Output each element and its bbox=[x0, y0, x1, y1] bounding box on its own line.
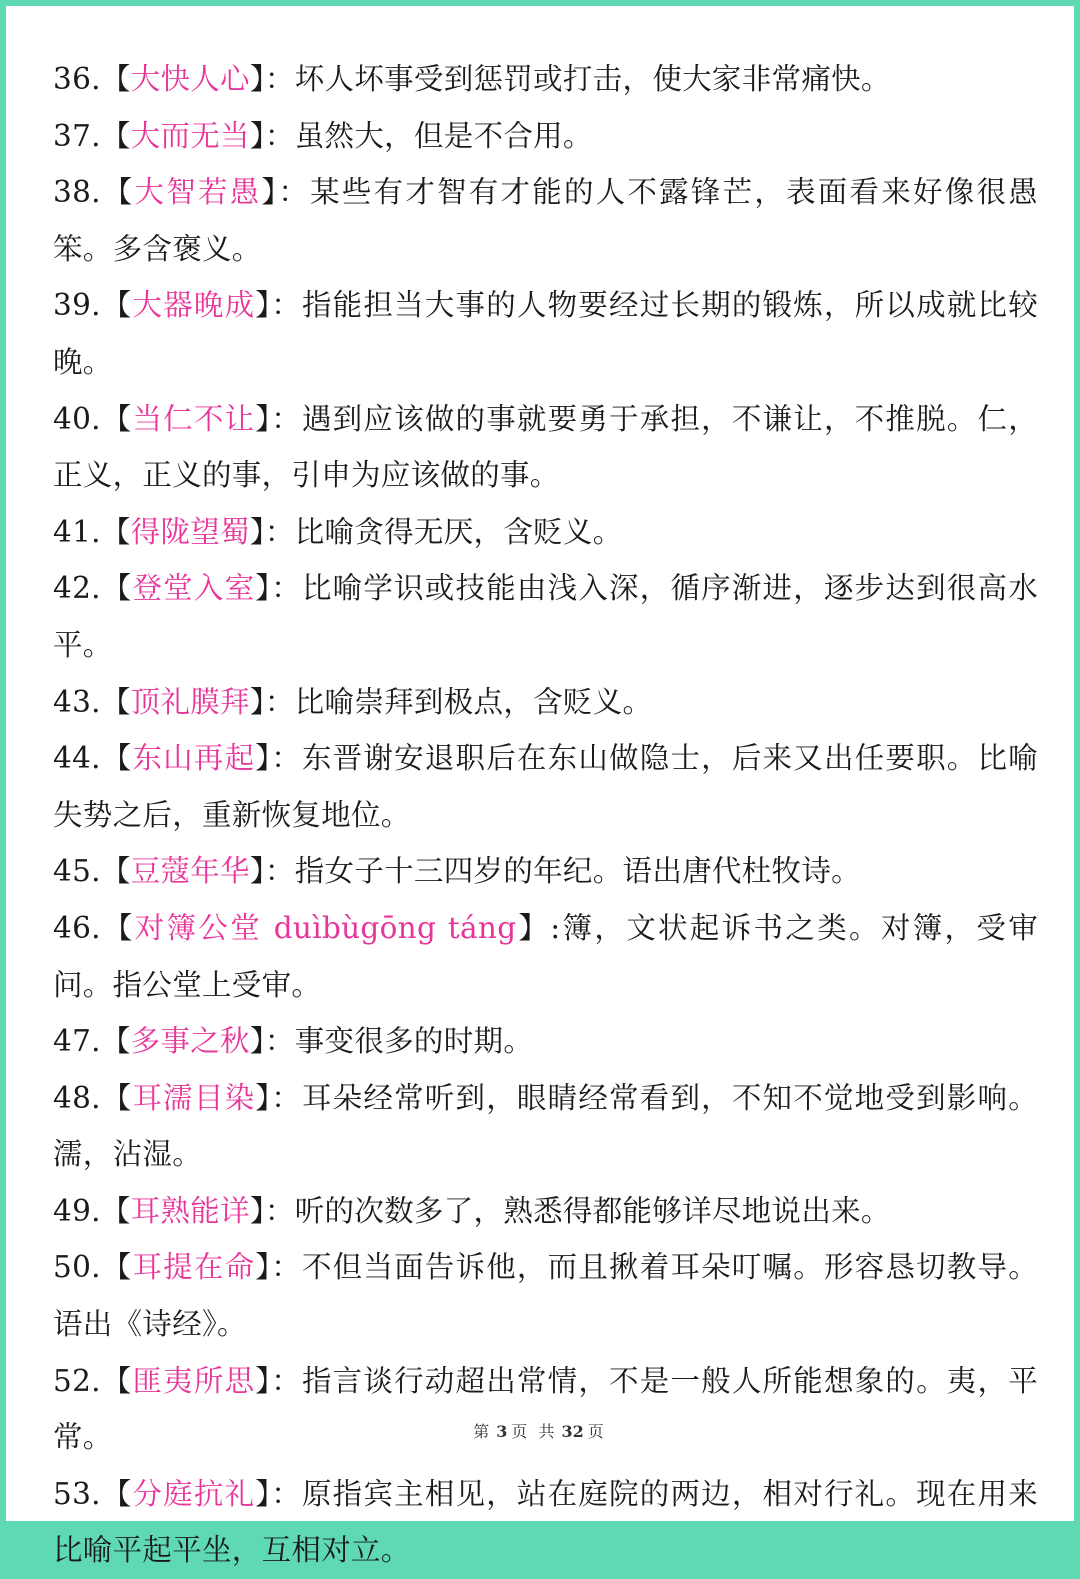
idiom-term: 匪夷所思 bbox=[132, 1363, 256, 1398]
footer-prefix: 第 bbox=[473, 1422, 493, 1441]
open-bracket: 【 bbox=[100, 1024, 131, 1059]
idiom-definition: 坏人坏事受到惩罚或打击，使大家非常痛快。 bbox=[294, 62, 891, 96]
separator: ： bbox=[271, 401, 302, 436]
separator: ： bbox=[278, 175, 311, 210]
separator: ： bbox=[271, 571, 302, 606]
close-bracket: 】 bbox=[249, 854, 265, 889]
close-bracket: 】 bbox=[255, 1250, 272, 1285]
idiom-entry bbox=[53, 674, 1038, 731]
idiom-term: 顶礼膜拜 bbox=[130, 684, 250, 719]
idiom-term: 大器晚成 bbox=[132, 288, 256, 323]
separator: ： bbox=[271, 1476, 302, 1511]
total-pages-number: 32 bbox=[561, 1422, 584, 1441]
entry-number: 46. bbox=[53, 910, 101, 945]
separator: ： bbox=[271, 1080, 302, 1115]
document-page bbox=[6, 6, 1074, 1568]
separator: ： bbox=[264, 118, 295, 153]
idiom-definition: 簿，文状起诉书之类。对簿，受审问。指公堂上受审。 bbox=[53, 910, 1038, 1002]
idiom-entry bbox=[53, 1013, 1038, 1070]
separator: ： bbox=[264, 1193, 295, 1228]
idiom-entry bbox=[53, 164, 1038, 277]
entry-number: 42. bbox=[53, 571, 101, 606]
idiom-definition: 耳朵经常听到，眼睛经常看到，不知不觉地受到影响。濡，沾湿。 bbox=[53, 1080, 1039, 1172]
idiom-entry bbox=[53, 843, 1038, 900]
close-bracket: 】 bbox=[516, 910, 551, 945]
entry-number: 49. bbox=[53, 1193, 101, 1228]
idiom-definition: 虽然大，但是不合用。 bbox=[294, 118, 593, 153]
entry-number: 47. bbox=[53, 1024, 101, 1059]
open-bracket: 【 bbox=[100, 288, 133, 323]
idiom-term: 耳提在命 bbox=[132, 1250, 256, 1285]
current-page-number: 3 bbox=[496, 1422, 508, 1441]
idiom-entry bbox=[53, 1466, 1038, 1579]
idiom-entry bbox=[53, 108, 1038, 165]
separator: ： bbox=[271, 288, 302, 323]
idiom-entry bbox=[53, 560, 1038, 673]
idiom-definition: 指女子十三四岁的年纪。语出唐代杜牧诗。 bbox=[294, 854, 861, 889]
close-bracket: 】 bbox=[255, 741, 272, 776]
idiom-list bbox=[53, 51, 1038, 1579]
idiom-entry bbox=[53, 1070, 1038, 1183]
idiom-term: 多事之秋 bbox=[130, 1024, 250, 1059]
idiom-definition: 听的次数多了，熟悉得都能够详尽地说出来。 bbox=[294, 1193, 891, 1228]
idiom-definition: 指言谈行动超出常情，不是一般人所能想象的。夷，平常。 bbox=[53, 1363, 1039, 1455]
open-bracket: 【 bbox=[100, 1363, 133, 1398]
separator: ： bbox=[264, 62, 295, 96]
close-bracket: 】 bbox=[255, 1363, 272, 1398]
open-bracket: 【 bbox=[100, 1250, 133, 1285]
separator: ： bbox=[264, 854, 295, 889]
idiom-term: 东山再起 bbox=[132, 741, 256, 776]
entry-number: 53. bbox=[53, 1476, 101, 1511]
idiom-term: 得陇望蜀 bbox=[130, 514, 250, 549]
entry-number: 43. bbox=[53, 684, 101, 719]
idiom-definition: 事变很多的时期。 bbox=[294, 1024, 534, 1059]
close-bracket: 】 bbox=[255, 401, 272, 436]
idiom-entry bbox=[53, 277, 1038, 390]
close-bracket: 】 bbox=[255, 571, 272, 606]
entry-number: 48. bbox=[53, 1080, 101, 1115]
footer-middle: 页 共 bbox=[511, 1422, 558, 1441]
separator: : bbox=[550, 910, 561, 945]
close-bracket: 】 bbox=[249, 1193, 265, 1228]
open-bracket: 【 bbox=[100, 401, 133, 436]
close-bracket: 】 bbox=[249, 62, 265, 96]
open-bracket: 【 bbox=[100, 1080, 133, 1115]
close-bracket: 】 bbox=[255, 1080, 272, 1115]
open-bracket: 【 bbox=[100, 1193, 131, 1228]
open-bracket: 【 bbox=[100, 118, 131, 153]
idiom-definition: 比喻崇拜到极点，含贬义。 bbox=[294, 684, 653, 719]
open-bracket: 【 bbox=[100, 62, 131, 96]
idiom-definition: 比喻贪得无厌，含贬义。 bbox=[294, 514, 623, 549]
open-bracket: 【 bbox=[100, 910, 135, 945]
idiom-term: 登堂入室 bbox=[132, 571, 256, 606]
close-bracket: 】 bbox=[249, 514, 265, 549]
entry-number: 40. bbox=[53, 401, 101, 436]
idiom-entry bbox=[53, 1239, 1038, 1352]
footer-suffix: 页 bbox=[587, 1422, 607, 1441]
open-bracket: 【 bbox=[100, 1476, 133, 1511]
idiom-definition: 东晋谢安退职后在东山做隐士，后来又出任要职。比喻失势之后，重新恢复地位。 bbox=[53, 741, 1039, 832]
separator: ： bbox=[271, 1250, 302, 1285]
entry-number: 50. bbox=[53, 1250, 101, 1285]
entry-number: 36. bbox=[53, 62, 101, 96]
separator: ： bbox=[264, 1024, 295, 1059]
entry-number: 45. bbox=[53, 854, 101, 889]
idiom-term: 大而无当 bbox=[130, 118, 250, 153]
close-bracket: 】 bbox=[255, 1476, 272, 1511]
idiom-entry bbox=[53, 900, 1038, 1013]
entry-number: 37. bbox=[53, 118, 101, 153]
entry-number: 39. bbox=[53, 288, 101, 323]
idiom-entry bbox=[53, 391, 1038, 504]
idiom-definition: 遇到应该做的事就要勇于承担，不谦让，不推脱。仁，正义，正义的事，引申为应该做的事。 bbox=[53, 401, 1039, 493]
idiom-entry bbox=[53, 504, 1038, 561]
separator: ： bbox=[264, 684, 295, 719]
idiom-definition: 不但当面告诉他，而且揪着耳朵叮嘱。形容恳切教导。语出《诗经》。 bbox=[53, 1250, 1039, 1342]
idiom-term: 分庭抗礼 bbox=[132, 1476, 256, 1511]
close-bracket: 】 bbox=[249, 684, 265, 719]
open-bracket: 【 bbox=[100, 854, 131, 889]
idiom-term: 大快人心 bbox=[130, 62, 250, 96]
idiom-term: 耳濡目染 bbox=[132, 1080, 256, 1115]
idiom-term: 大智若愚 bbox=[134, 175, 262, 210]
idiom-term: 豆蔻年华 bbox=[130, 854, 250, 889]
open-bracket: 【 bbox=[100, 514, 131, 549]
idiom-definition: 指能担当大事的人物要经过长期的锻炼，所以成就比较晚。 bbox=[53, 288, 1039, 379]
close-bracket: 】 bbox=[249, 1024, 265, 1059]
entry-number: 44. bbox=[53, 741, 101, 776]
idiom-definition: 比喻学识或技能由浅入深，循序渐进，逐步达到很高水平。 bbox=[53, 571, 1039, 662]
idiom-definition: 原指宾主相见，站在庭院的两边，相对行礼。现在用来比喻平起平坐，互相对立。 bbox=[53, 1476, 1039, 1568]
close-bracket: 】 bbox=[261, 175, 279, 210]
entry-number: 52. bbox=[53, 1363, 101, 1398]
separator: ： bbox=[271, 741, 302, 776]
idiom-term: 对簿公堂 duìbùgōng táng bbox=[134, 910, 517, 945]
idiom-entry bbox=[53, 1183, 1038, 1240]
idiom-term: 耳熟能详 bbox=[130, 1193, 250, 1228]
close-bracket: 】 bbox=[255, 288, 272, 323]
close-bracket: 】 bbox=[249, 118, 265, 153]
open-bracket: 【 bbox=[100, 741, 133, 776]
open-bracket: 【 bbox=[100, 175, 135, 210]
open-bracket: 【 bbox=[100, 684, 131, 719]
page-footer bbox=[6, 1419, 1074, 1442]
idiom-term: 当仁不让 bbox=[132, 401, 256, 436]
separator: ： bbox=[271, 1363, 302, 1398]
entry-number: 38. bbox=[53, 175, 101, 210]
separator: ： bbox=[264, 514, 295, 549]
idiom-entry bbox=[53, 730, 1038, 843]
idiom-entry bbox=[53, 51, 1038, 108]
open-bracket: 【 bbox=[100, 571, 133, 606]
idiom-definition: 某些有才智有才能的人不露锋芒，表面看来好像很愚笨。多含褒义。 bbox=[53, 175, 1038, 266]
entry-number: 41. bbox=[53, 514, 101, 549]
idiom-entry bbox=[53, 1353, 1038, 1466]
